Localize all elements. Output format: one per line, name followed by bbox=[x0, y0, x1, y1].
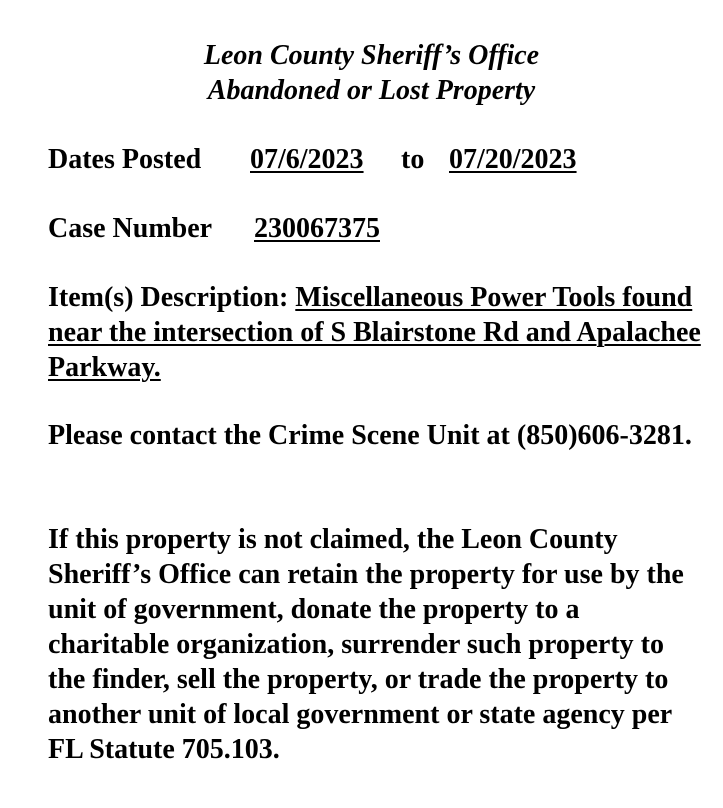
dates-posted-label: Dates Posted bbox=[48, 144, 202, 175]
date-separator: to bbox=[401, 144, 425, 175]
contact-paragraph: Please contact the Crime Scene Unit at (850)606-3281. bbox=[48, 420, 692, 451]
case-number-value: 230067375 bbox=[254, 213, 380, 244]
document-title bbox=[0, 38, 723, 108]
title-agency: Leon County Sheriff’s Office bbox=[203, 40, 540, 71]
item-description bbox=[48, 280, 708, 385]
date-to: 07/20/2023 bbox=[449, 144, 577, 175]
title-subject: Abandoned or Lost Property bbox=[207, 75, 536, 106]
statute-notice-paragraph: If this property is not claimed, the Leon County Sheriff’s Office can retain the property for use by the unit of government, donate the property to a charitable organization, surrender such property to the finder, sell the property, or trade the property to another unit of local government or state agency per FL Statute 705.103. bbox=[48, 524, 684, 765]
date-from: 07/6/2023 bbox=[250, 144, 364, 175]
item-description-label: Item(s) Description: bbox=[48, 282, 296, 313]
item-description-text: Miscellaneous Power Tools found near the intersection of S Blairstone Rd and Apalachee Parkway. bbox=[48, 282, 701, 383]
case-number-label: Case Number bbox=[48, 213, 213, 244]
